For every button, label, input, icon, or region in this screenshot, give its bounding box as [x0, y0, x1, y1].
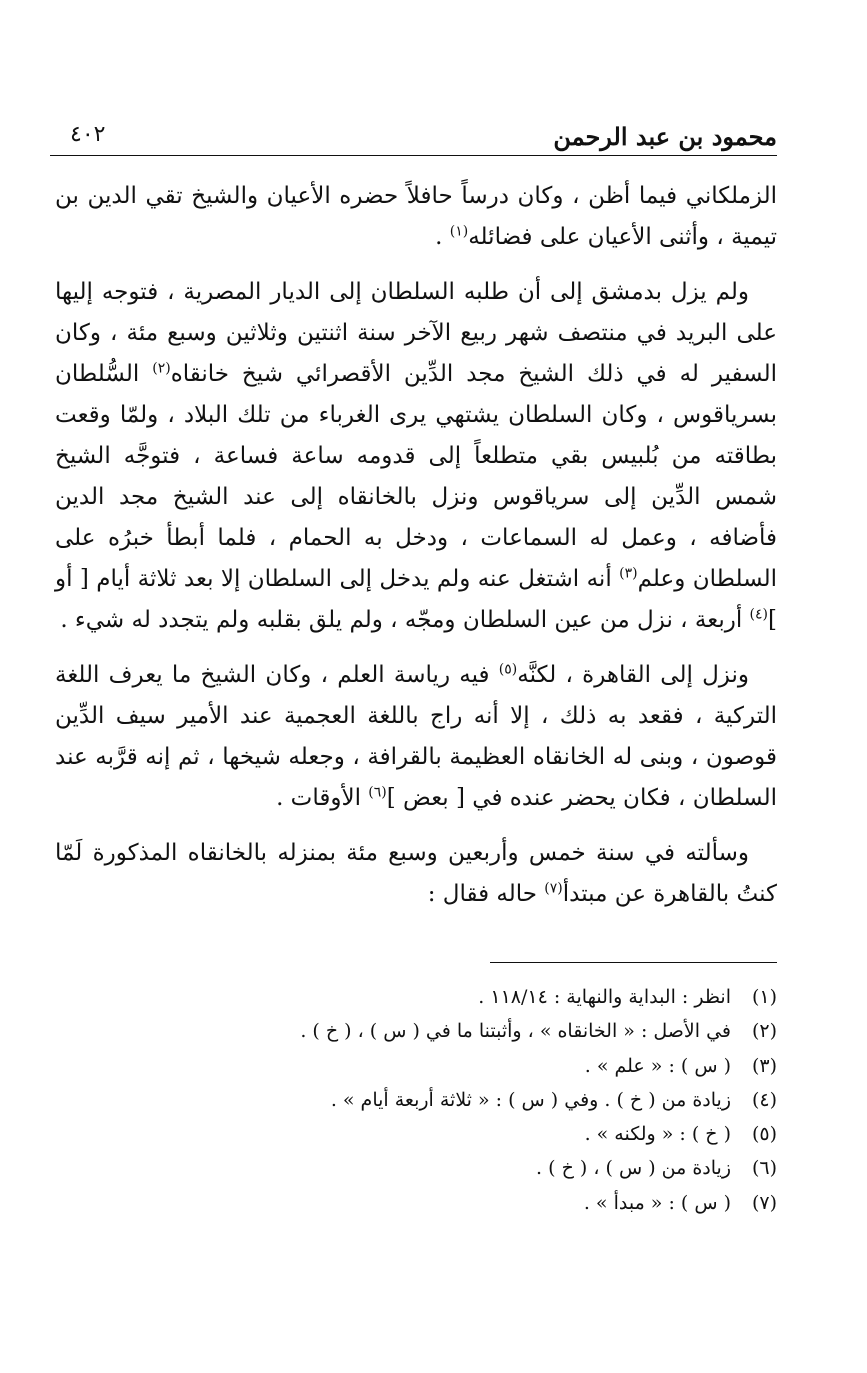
running-title: محمود بن عبد الرحمن — [553, 122, 777, 151]
footnote-reference: (٢) — [152, 360, 171, 377]
paragraph-text: السُّلطان بسرياقوس ، وكان السلطان يشتهي يرى الغرباء من تلك البلاد ، ولمّا وقعت بطاقته من بُلبيس بقي متطلعاً إلى قدومه ساعة فساعة ، فتوجَّه الشيخ شمس الدِّين إلى سرياقوس ونزل بالخانقاه إلى عند الشيخ مجد الدين فأضافه ، وعمل له السماعات ، ودخل به الحمام ، فلما أبطأ خبرُه على السلطان وعلم — [55, 361, 777, 592]
footnote-number: (٦) — [751, 1157, 777, 1180]
paragraph-text: أنه اشتغل عنه ولم يدخل إلى السلطان إلا بعد ثلاثة أيام [ أو ] — [55, 566, 777, 633]
footnote-number: (١) — [751, 986, 777, 1008]
footnote-item — [150, 1049, 777, 1083]
footnote-item — [150, 980, 777, 1014]
footnote-text: في الأصل : « الخانقاه » ، وأثبتنا ما في ( س ) ، ( خ ) . — [300, 1020, 731, 1043]
footnote-reference: (٣) — [619, 565, 638, 582]
footnote-item — [150, 1151, 777, 1185]
footnote-reference: (٦) — [368, 784, 387, 801]
header-rule — [50, 155, 777, 156]
body-paragraph — [55, 272, 777, 641]
paragraph-text: وسألته في سنة خمس وأربعين وسبع مئة بمنزله بالخانقاه المذكورة لَمّا كنتُ بالقاهرة عن مبتدأ — [55, 840, 777, 907]
footnote-item — [150, 1083, 777, 1117]
footnote-number: (٢) — [751, 1020, 777, 1043]
paragraph-text: حاله فقال : — [427, 881, 545, 907]
footnote-item — [150, 1117, 777, 1151]
page-number: ٤٠٢ — [70, 122, 106, 147]
footnote-item — [150, 1014, 777, 1048]
footnote-text: ( س ) : « مبدأ » . — [583, 1191, 731, 1214]
paragraph-text: الزملكاني فيما أظن ، وكان درساً حافلاً حضره الأعيان والشيخ تقي الدين بن تيمية ، وأثنى الأعيان على فضائله — [55, 183, 777, 250]
footnotes-list — [150, 980, 777, 1220]
footnote-number: (٥) — [751, 1123, 777, 1146]
paragraph-text: أربعة ، نزل من عين السلطان ومجّه ، ولم يلق بقلبه ولم يتجدد له شيء . — [60, 607, 750, 633]
footnote-text: انظر : البداية والنهاية : ١١٨/١٤ . — [478, 986, 731, 1008]
footnote-text: ( س ) : « علم » . — [584, 1054, 731, 1077]
footnote-reference: (١) — [449, 223, 469, 240]
body-paragraph — [55, 833, 777, 915]
footnote-number: (٤) — [751, 1088, 777, 1111]
paragraph-text: ونزل إلى القاهرة ، لكنَّه — [517, 662, 749, 688]
body-paragraph — [55, 655, 777, 819]
paragraph-text: فيه رياسة العلم ، وكان الشيخ ما يعرف اللغة التركية ، فقعد به ذلك ، إلا أنه راج باللغة العجمية عند الأمير سيف الدِّين قوصون ، وبنى له الخانقاه العظيمة بالقرافة ، وجعله شيخها ، ثم إنه قرَّبه عند السلطان ، فكان يحضر عنده في [ بعض ] — [55, 662, 777, 811]
main-text — [55, 176, 777, 915]
paragraph-text: . — [435, 224, 450, 250]
body-paragraph — [55, 176, 777, 258]
footnote-reference: (٥) — [498, 661, 518, 678]
footnote-reference: (٤) — [749, 606, 769, 623]
footnote-text: ( خ ) : « ولكنه » . — [584, 1123, 731, 1146]
footnote-text: زيادة من ( س ) ، ( خ ) . — [536, 1157, 731, 1180]
footnote-separator — [490, 962, 777, 963]
paragraph-text: ولم يزل بدمشق إلى أن طلبه السلطان إلى الديار المصرية ، فتوجه إليها على البريد في منتصف شهر ربيع الآخر سنة اثنتين وثلاثين وسبع مئة ، وكان السفير له في ذلك الشيخ مجد الدِّين الأقصرائي شيخ خانقاه — [55, 279, 778, 387]
footnote-item — [150, 1186, 777, 1220]
footnote-text: زيادة من ( خ ) . وفي ( س ) : « ثلاثة أربعة أيام » . — [330, 1088, 731, 1111]
page-header — [50, 118, 777, 154]
footnote-number: (٣) — [751, 1054, 777, 1077]
paragraph-text: الأوقات . — [276, 785, 369, 811]
footnote-number: (٧) — [751, 1191, 777, 1214]
footnote-reference: (٧) — [544, 880, 563, 897]
